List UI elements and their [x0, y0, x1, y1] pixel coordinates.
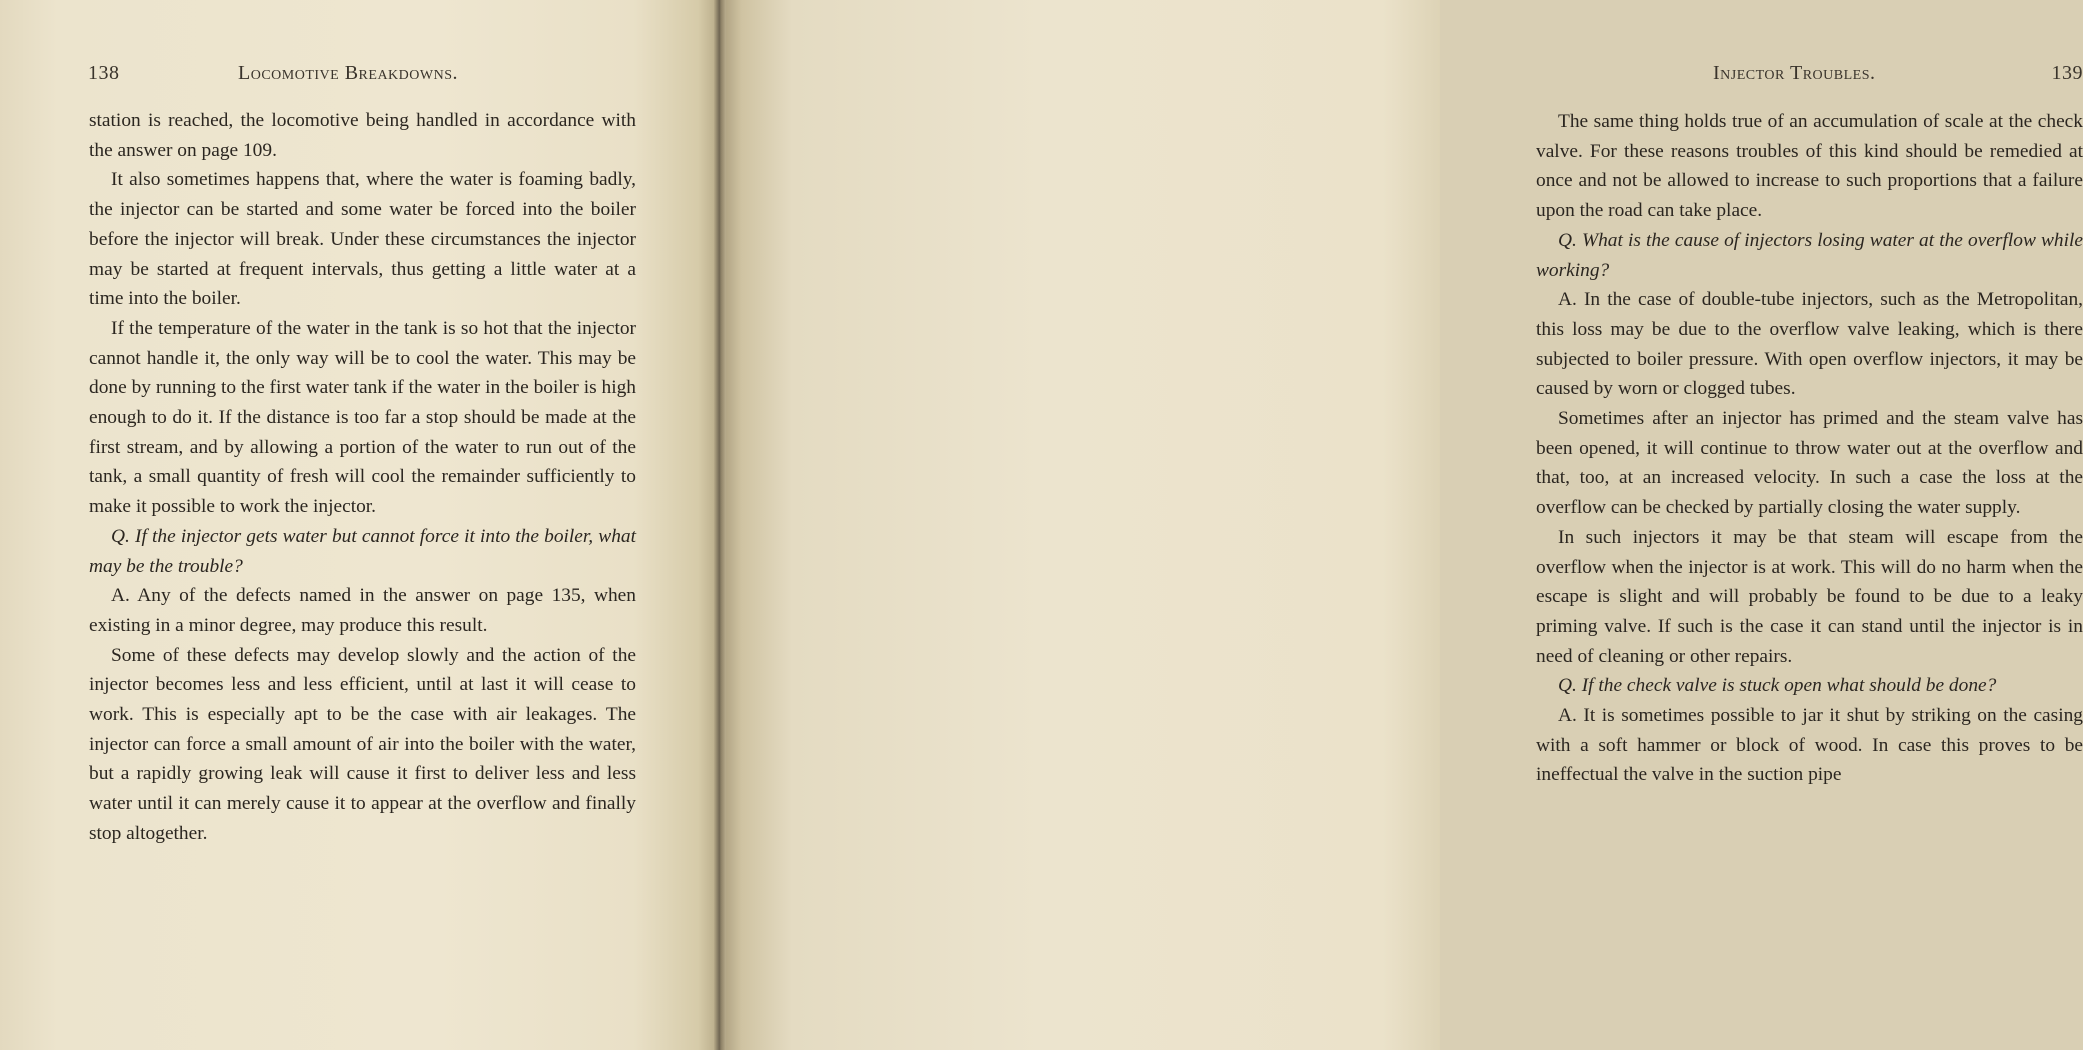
left-running-head: Locomotive Breakdowns. [238, 62, 458, 84]
paragraph: Sometimes after an injector has primed and the steam valve has been opened, it will continue to throw water out at the overflow and that, too, at an increased velocity. In such a case the loss at the overflow can be checked by partially closing the water supply. [1536, 408, 2083, 519]
question-paragraph: Q. What is the cause of injectors losing water at the overflow while working? [1536, 229, 2083, 281]
answer-paragraph: A. It is sometimes possible to jar it shut by striking on the casing with a soft hammer or block of wood. In case this proves to be ineffectual the valve in the suction pipe [1536, 705, 2083, 786]
paragraph: The same thing holds true of an accumulation of scale at the check valve. For these reasons troubles of this kind should be remedied at once and not be allowed to increase to such proportions that a failure upon the road can take place. [1536, 111, 2083, 222]
left-page [0, 0, 720, 1050]
paragraph: If the temperature of the water in the tank is so hot that the injector cannot handle it, the only way will be to cool the water. This may be done by running to the first water tank if the water in the boiler is high enough to do it. If the distance is too far a stop should be made at the first stream, and by allowing a portion of the water to run out of the tank, a small quantity of fresh will cool the remainder sufficiently to make it possible to work the injector. [89, 317, 636, 518]
left-page-header [88, 62, 636, 90]
question-paragraph: Q. If the check valve is stuck open what should be done? [1558, 675, 1997, 697]
paragraph: Some of these defects may develop slowly and the action of the injector becomes less and less efficient, until at last it will cease to work. This is especially apt to be the case with air leakages. The injector can force a small amount of air into the boiler with the water, but a rapidly growing leak will cause it first to deliver less and less water until it can merely cause it to appear at the overflow and finally stop altogether. [89, 644, 636, 844]
left-page-body [89, 106, 636, 849]
right-page-body [1536, 107, 2083, 790]
paragraph: It also sometimes happens that, where the water is foaming badly, the injector can be started and some water be forced into the boiler before the injector will break. Under these circumstances the injector may be started at frequent intervals, thus getting a little water at a time into the boiler. [89, 169, 636, 310]
right-running-head: Injector Troubles. [1713, 62, 1876, 84]
answer-paragraph: A. In the case of double-tube injectors, such as the Metropolitan, this loss may be due to the overflow valve leaking, which is there subjected to boiler pressure. With open overflow injectors, it may be caused by worn or clogged tubes. [1536, 289, 2083, 400]
paragraph: station is reached, the locomotive being handled in accordance with the answer on page 109. [89, 110, 636, 161]
paragraph: In such injectors it may be that steam will escape from the overflow when the injector is at work. This will do no harm when the escape is slight and will probably be found to be due to a leaky priming valve. If such is the case it can stand until the injector is in need of cleaning or other repairs. [1536, 526, 2083, 667]
answer-paragraph: A. Any of the defects named in the answer on page 135, when existing in a minor degree, may produce this result. [89, 585, 636, 636]
question-paragraph: Q. If the injector gets water but cannot force it into the boiler, what may be the trouble? [89, 525, 636, 577]
right-page-header [1535, 62, 2083, 90]
right-page-number: 139 [2051, 62, 2083, 84]
book-gutter [714, 0, 726, 1050]
left-page-number: 138 [88, 62, 120, 84]
right-page [720, 0, 2083, 1050]
